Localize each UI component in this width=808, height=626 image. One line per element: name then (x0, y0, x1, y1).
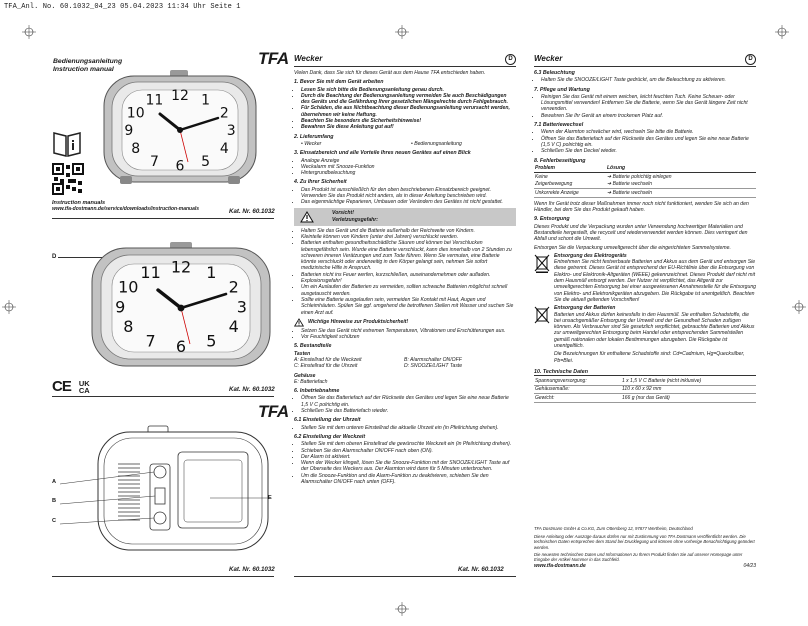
list-s61 (294, 425, 516, 431)
subheading: Entsorgung der Batterien (554, 305, 616, 312)
heading: 8. Fehlerbeseitigung (534, 157, 586, 164)
warning-subtitle: Verletzungsgefahr: (332, 216, 378, 223)
instruction-url: www.tfa-dostmann.de/service/downloads/instruction-manuals (52, 206, 200, 212)
table-cell: 1 x 1,5 V C Batterie (nicht inklusive) (621, 377, 756, 385)
heading: 10. Technische Daten (534, 369, 756, 376)
label-c: C (52, 518, 57, 524)
registration-mark-icon (395, 602, 409, 616)
right-column (534, 54, 756, 403)
heading: 9. Entsorgung (534, 216, 570, 223)
list-s62 (294, 441, 516, 485)
registration-mark-icon (395, 25, 409, 39)
middle-column: Wecker D Vielen Dank, dass Sie sich für dieses Gerät aus dem Hause TFA entschieden haben. 1. Bevor Sie mit dem Gerät arbeiten • Lesen Sie sich bitte die Bedienungsanleitung genau durch. • Durch die Beachtung der Bedienungsanleitung vermeiden Sie auch Beschädigungen des Geräts und die Gefährdung Ihrer gesetzlichen Mängelrechte durch Fehlgebrauch. • Für Schäden, die aus Nichtbeachtung dieser Bedienungsanleitung verursacht werden, übernehmen wir keine Haftung. • Beachten Sie besonders die Sicherheitshinweise! • Bewahren Sie diese Anleitung gut auf! 2. Lieferumfang • Wecker • Bedienungsanleitung 3. Einsatzbereich und alle Vorteile Ihres neuen Gerätes auf einen Blick • Analoge Anzeige • Weckalarm mit Snooze-Funktion • Hintergrundbeleuchtung 4. Zu Ihrer Sicherheit • Das Produkt ist ausschließlich für den oben beschriebenen Einsatzbereich geeignet. Verwenden Sie das Produkt nicht anders, als in dieser Anleitung beschrieben wird. • Das eigenmächtige Reparieren, Umbauen oder Verändern des Gerätes ist nicht gestattet. Vorsicht! Verletzungsgefahr: • Halten Sie das Gerät und die Batterie außerhalb der Reichweite von Kindern. • Kleinteile können von Kindern (unter drei Jahren) verschluckt werden. • Batterien enthalten gesundheitsschädliche Säuren und können bei Verschlucken lebensgefährlich sein. Wurde eine Batterie verschluckt, kann dies innerhalb von 2 Stunden zu schweren inneren Verätzungen und zum Tode führen. Wenn Sie vermuten, eine Batterie könnte verschluckt oder anderweitig in den Körper gelangt sein, nehmen Sie sofort medizinische Hilfe in Anspruch. • Batterien nicht ins Feuer werfen, kurzschließen, auseinandernehmen oder aufladen. Explosionsgefahr! • Um ein Auslaufen der Batterien zu vermeiden, sollten schwache Batterien möglichst schnell ausgetauscht werden. • Sollte eine Batterie ausgelaufen sein, vermeiden Sie Kontakt mit Haut, Augen und Schleimhäuten. Spülen Sie ggf. umgehend die betroffenen Stellen mit Wasser und suchen Sie einen Arzt auf. Wichtige Hinweise zur Produktsicherheit! • Setzen Sie das Gerät nicht extremen Temperaturen, Vibrationen und Erschütterungen aus. • Vor Feuchtigkeit schützen 5. Bestandteile Tasten A: Einstellrad für die Weckzeit B: Alarmschalter ON/OFF C: Einstellrad für die Uhrzeit D: SNOOZE/LIGHT Taste Gehäuse E: Batteriefach 6. Inbetriebnahme • Öffnen Sie das Batteriefach auf der Rückseite des Gerätes und legen Sie eine neue Batterie 1,5 V C polrichtig ein. • Schließen Sie das Batteriefach wieder. 6.1 Einstellung der Uhrzeit • Stellen Sie mit dem unteren Einstellrad die aktuelle Uhrzeit ein (in Pfeilrichtung drehen). 6.2 Einstellung der Weckzeit • Stellen Sie mit dem oberen Einstellrad die gewünschte Weckzeit ein (in Pfeilrichtung drehen). • Schieben Sie den Alarmschalter ON/OFF nach oben (ON). • Der Alarm ist aktiviert. • Wenn der Wecker klingelt, lösen Sie die Snooze-Funktion mit der SNOOZE/LIGHT Taste auf der Oberseite des Weckers aus. Der Alarmton wird dann für 5 Minuten unterbrochen. • Um die Snooze-Funktion und die Alarm-Funktion zu deaktivieren, schieben Sie den Alarmschalter ON/OFF nach unten (OFF). (294, 54, 516, 487)
clock-numeral: 12 (171, 87, 189, 104)
list-item: • Stellen Sie mit dem oberen Einstellrad die gewünschte Weckzeit ein (in Pfeilrichtung drehen). (301, 441, 516, 447)
part-e: E: Batteriefach (294, 378, 328, 385)
kat-number: Kat. Nr. 60.1032 (458, 566, 504, 573)
paragraph: Dieses Produkt und die Verpackung wurden unter Verwendung hochwertiger Materialien und Bestandteile hergestellt, die recycelt und wiederverwendet werden können. Dies verringert den Abfall und schont die Umwelt. (534, 223, 748, 243)
part-c: C: Einstellrad für die Uhrzeit (294, 363, 358, 370)
heading: 7. Pflege und Wartung (534, 86, 590, 93)
list-item: • Öffnen Sie das Batteriefach auf der Rückseite des Gerätes und legen Sie eine neue Batterie 1,5 V C polrichtig ein. (301, 395, 516, 408)
clock-numeral: 8 (123, 317, 134, 337)
label-b: B (52, 498, 57, 504)
table-cell: Keine (535, 173, 548, 180)
list-item: • Reinigen Sie das Gerät mit einem weichen, leicht feuchten Tuch. Keine Scheuer- oder Lösungsmittel verwenden! Entfernen Sie die Batterie, wenn Sie das Gerät längere Zeit nicht verwenden. (541, 94, 756, 113)
label-e: E (268, 495, 272, 501)
table-cell: Batterie wechseln (612, 189, 653, 196)
info-heading: Wichtige Hinweise zur Produktsicherheit! (294, 318, 516, 327)
alarm-clock-front-image (100, 70, 260, 188)
table-cell: Batterie polrichtig einlegen (612, 173, 672, 180)
footer-date: 04/23 (743, 563, 756, 570)
list-item: • Schieben Sie den Alarmschalter ON/OFF nach oben (ON). (301, 448, 516, 454)
table-cell: Unkorrekte Anzeige (534, 189, 606, 197)
crossed-bin-icon (534, 305, 550, 325)
clock-numeral: 10 (118, 277, 139, 297)
section-title: Wecker (294, 54, 323, 64)
list-s1 (294, 87, 516, 131)
list-item: Bedienungsanleitung (414, 140, 462, 147)
list-item: • Schließen Sie den Deckel wieder. (541, 148, 756, 154)
clock-numeral: 1 (206, 263, 217, 282)
list-item: • Weckalarm mit Snooze-Funktion (301, 164, 516, 170)
list-item: • Halten Sie die SNOOZE/LIGHT Taste gedrückt, um die Beleuchtung zu aktivieren. (541, 77, 756, 83)
label-d: D (52, 254, 57, 260)
clock-numeral: 8 (131, 140, 141, 157)
table-header: Problem (534, 165, 606, 173)
footer-text: Die neuesten technischen Daten und Informationen zu Ihrem Produkt finden Sie auf unserer Homepage unter Eingabe der Artikel-Nummer in das Suchfeld. (534, 551, 743, 563)
list-item: • Bewahren Sie diese Anleitung gut auf! (301, 124, 516, 130)
registration-mark-icon (2, 300, 16, 314)
manual-title: Bedienungsanleitung Instruction manual (53, 58, 123, 73)
part-d: D: SNOOZE/LIGHT Taste (404, 363, 463, 370)
heading: 3. Einsatzbereich und alle Vorteile Ihres neuen Gerätes auf einen Blick (294, 150, 471, 157)
clock-numeral: 2 (228, 277, 239, 297)
heading: 2. Lieferumfang (294, 133, 334, 140)
manual-book-icon (52, 130, 82, 158)
clock-numeral: 11 (145, 92, 164, 109)
clock-numeral: 7 (145, 331, 156, 351)
list-item: • Durch die Beachtung der Bedienungsanleitung vermeiden Sie auch Beschädigungen des Geräts und die Gefährdung Ihrer gesetzlichen Mängelrechte durch Fehlgebrauch. (301, 93, 516, 106)
subheading: Entsorgung des Elektrogeräts (554, 252, 627, 259)
warning-triangle-icon (294, 318, 304, 327)
paragraph: Batterien und Akkus dürfen keinesfalls in den Hausmüll. Sie enthalten Schadstoffe, die bei unsachgemäßer Entsorgung der Umwelt und der Gesundheit Schaden zufügen können. Als Verbraucher sind Sie gesetzlich verpflichtet, gebrauchte Batterien und Akkus zur umweltgerechten Entsorgung beim Handel oder entsprechenden Sammelstellen gemäß nationalen oder lokalen Bestimmungen abzugeben. Die Rückgabe ist unentgeltlich. (554, 311, 755, 350)
language-badge: D (505, 54, 516, 65)
list-info (294, 328, 516, 341)
table-cell: Batterie wechseln (612, 181, 653, 188)
table-cell: Zeigerbewegung (534, 181, 606, 189)
list-item: • Setzen Sie das Gerät nicht extremen Temperaturen, Vibrationen und Erschütterungen aus. (301, 328, 516, 334)
list-item: • Wenn der Alarmton schwächer wird, wechseln Sie bitte die Batterie. (541, 129, 756, 135)
heading: 7.1 Batteriewechsel (534, 122, 584, 129)
list-item: • Vor Feuchtigkeit schützen (301, 334, 516, 340)
list-item: • Der Alarm ist aktiviert. (301, 454, 516, 460)
clock-numeral: 9 (124, 123, 134, 140)
alarm-clock-image (86, 240, 276, 372)
footer-url: www.tfa-dostmann.de (534, 563, 586, 570)
kat-number: Kat. Nr. 60.1032 (229, 208, 275, 215)
paragraph: Die Bezeichnungen für enthaltene Schadstoffe sind: Cd=Cadmium, Hg=Quecksilber, Pb=Blei. (554, 351, 745, 364)
list-item: • Das Produkt ist ausschließlich für den oben beschriebenen Einsatzbereich geeignet. Verwenden Sie das Produkt nicht anders, als in dieser Anleitung beschrieben wird. (301, 187, 516, 200)
list-item: • Öffnen Sie das Batteriefach auf der Rückseite des Gerätes und legen Sie eine neue Batterie (1,5 V C) polrichtig ein. (541, 136, 756, 149)
footer (534, 526, 756, 569)
clock-numeral: 10 (126, 105, 145, 122)
warning-title: Vorsicht! (332, 210, 354, 217)
footer-text: Diese Anleitung oder Auszüge daraus dürfen nur mit Zustimmung von TFA Dostmann veröffentlicht werden. Die technischen Daten entsprechen dem Stand bei Drucklegung und können ohne vorherige Benachrichtigung geändert werden. (534, 534, 755, 550)
clock-numeral: 3 (226, 123, 236, 140)
registration-mark-icon (792, 300, 806, 314)
clock-numeral: 5 (201, 153, 211, 170)
list-item: • Bewahren Sie Ihr Gerät an einem trockenen Platz auf. (541, 113, 756, 119)
list-s3 (294, 158, 516, 177)
subheading: Gehäuse (294, 372, 316, 379)
list-item: • Analoge Anzeige (301, 158, 516, 164)
print-header: TFA_Anl. No. 60.1032_04_23 05.04.2023 11:34 Uhr Seite 1 (4, 3, 241, 11)
warning-banner (294, 208, 516, 226)
list-warn (294, 228, 516, 316)
clock-numeral: 6 (175, 158, 185, 175)
clock-back-diagram (60, 420, 280, 556)
list-item: • Für Schäden, die aus Nichtbeachtung dieser Bedienungsanleitung verursacht werden, übernehmen wir keine Haftung. (301, 105, 516, 118)
crossed-bin-icon (534, 253, 550, 273)
subheading: Tasten (294, 350, 311, 357)
warning-triangle-icon (300, 211, 314, 223)
clock-numeral: 2 (219, 105, 229, 122)
conformity-marks (52, 378, 90, 395)
list-item: • Um ein Auslaufen der Batterien zu vermeiden, sollten schwache Batterien möglichst schnell ausgetauscht werden. (301, 284, 516, 297)
table-header: Lösung (606, 165, 756, 173)
note-text: Wenn Ihr Gerät trotz dieser Maßnahmen immer noch nicht funktioniert, wenden Sie sich an den Händler, bei dem Sie das Produkt gekauft haben. (534, 200, 749, 214)
ukca-mark: UK CA (78, 378, 90, 395)
part-a: A: Einstellrad für die Weckzeit (294, 356, 362, 363)
section-title: Wecker (534, 54, 563, 64)
table-cell: Gehäusemaße: (534, 385, 621, 393)
list-item: • Hintergrundbeleuchtung (301, 170, 516, 176)
kat-number: Kat. Nr. 60.1032 (229, 566, 275, 573)
tfa-logo: TFA (258, 402, 289, 421)
list-item: • Halten Sie das Gerät und die Batterie außerhalb der Reichweite von Kindern. (301, 228, 516, 234)
clock-numeral: 6 (175, 336, 187, 356)
heading: 6. Inbetriebnahme (294, 388, 340, 395)
list-s6 (294, 395, 516, 414)
registration-mark-icon (22, 25, 36, 39)
clock-numeral: 12 (170, 257, 192, 277)
heading: 6.2 Einstellung der Weckzeit (294, 433, 366, 440)
list-item: • Um die Snooze-Funktion und die Alarm-Funktion zu deaktivieren, schieben Sie den Alarmschalter ON/OFF nach unten (OFF). (301, 473, 516, 486)
list-item: • Beachten Sie besonders die Sicherheitshinweise! (301, 118, 516, 124)
instruction-manuals-block: Instruction manuals www.tfa-dostmann.de/service/downloads/instruction-manuals (52, 200, 200, 212)
label-a: A (52, 479, 57, 485)
language-badge: D (745, 54, 756, 65)
clock-numeral: 11 (140, 263, 161, 282)
tech-data-table (534, 377, 756, 402)
footer-address: TFA Dostmann GmbH & Co.KG, Zum Ottersberg 12, 97877 Wertheim, Deutschland (534, 526, 693, 531)
heading: 4. Zu Ihrer Sicherheit (294, 179, 347, 186)
list-item: • Das eigenmächtige Reparieren, Umbauen oder Verändern des Gerätes ist nicht gestattet. (301, 199, 516, 205)
qr-code-icon (52, 163, 84, 195)
clock-numeral: 5 (206, 331, 217, 351)
table-cell: 110 x 60 x 92 mm (621, 385, 756, 393)
troubleshooting-table: Problem Lösung Keine ➔ Batterie polrichtig einlegen Zeigerbewegung ➔ Batterie wechseln Unkorrekte Anzeige ➔ Batterie wechseln (534, 165, 756, 198)
heading: 5. Bestandteile (294, 343, 332, 350)
list-item: Wecker (304, 140, 322, 147)
clock-numeral: 3 (236, 297, 247, 317)
heading: 6.3 Beleuchtung (534, 70, 575, 76)
paragraph: Entnehmen Sie nicht festverbaute Batterien und Akkus aus dem Gerät und entsorgen Sie diese getrennt. Dieses Gerät ist entsprechend der EU-Richtlinie über die Entsorgung von Elektro- und Elektronik-Altgeräten (WEEE) gekennzeichnet. Dieses Produkt darf nicht mit dem Hausmüll entsorgt werden. Der Nutzer ist verpflichtet, das Altgerät zur umweltgerechten Entsorgung bei einer ausgewiesenen Annahmestelle für die Entsorgung von Elektro- und Elektronikgeräten abzugeben. Die Rückgabe ist unentgeltlich. Beachten Sie die aktuell geltenden Vorschriften! (554, 259, 756, 303)
registration-mark-icon (775, 25, 789, 39)
table-cell: Gewicht: (534, 394, 621, 402)
list-item: • Wenn der Wecker klingelt, lösen Sie die Snooze-Funktion mit der SNOOZE/LIGHT Taste auf der Oberseite des Weckers aus. Der Alarmton wird dann für 5 Minuten unterbrochen. (301, 460, 516, 473)
list-item: • Kleinteile können von Kindern (unter drei Jahren) verschluckt werden. (301, 234, 516, 240)
intro-text: Vielen Dank, dass Sie sich für dieses Gerät aus dem Hause TFA entschieden haben. (294, 70, 486, 76)
list-item: • Stellen Sie mit dem unteren Einstellrad die aktuelle Uhrzeit ein (in Pfeilrichtung drehen). (301, 425, 516, 431)
clock-numeral: 9 (115, 297, 126, 317)
table-cell: Spannungsversorgung: (534, 377, 621, 385)
kat-number: Kat. Nr. 60.1032 (229, 386, 275, 393)
heading: 6.1 Einstellung der Uhrzeit (294, 417, 361, 424)
paragraph: Entsorgen Sie die Verpackung umweltgerecht über die eingerichteten Sammelsysteme. (534, 244, 731, 251)
list-item: • Batterien enthalten gesundheitsschädliche Säuren und können bei Verschlucken lebensgefährlich sein. Wurde eine Batterie verschluckt, kann dies innerhalb von 2 Stunden zu schweren inneren Verätzungen und zum Tode führen. Wenn Sie vermuten, eine Batterie könnte verschluckt oder anderweitig in den Körper gelangt sein, nehmen Sie sofort medizinische Hilfe in Anspruch. (301, 240, 516, 271)
clock-numeral: 4 (219, 140, 229, 157)
list-item: • Lesen Sie sich bitte die Bedienungsanleitung genau durch. (301, 87, 516, 93)
clock-numeral: 7 (149, 153, 159, 170)
list-item: • Batterien nicht ins Feuer werfen, kurzschließen, auseinandernehmen oder aufladen. Explosionsgefahr! (301, 272, 516, 285)
table-cell: 166 g (nur das Gerät) (621, 394, 756, 402)
tfa-logo: TFA (258, 49, 289, 68)
heading: 1. Bevor Sie mit dem Gerät arbeiten (294, 79, 384, 86)
ce-mark: CE (52, 378, 71, 395)
list-s4 (294, 187, 516, 206)
list-item: • Schließen Sie das Batteriefach wieder. (301, 408, 516, 414)
part-b: B: Alarmschalter ON/OFF (404, 356, 462, 363)
clock-numeral: 4 (228, 317, 239, 337)
list-item: • Sollte eine Batterie ausgelaufen sein, vermeiden Sie Kontakt mit Haut, Augen und Schleimhäuten. Spülen Sie ggf. umgehend die betroffenen Stellen mit Wasser und suchen Sie einen Arzt auf. (301, 297, 516, 316)
clock-numeral: 1 (201, 92, 211, 109)
